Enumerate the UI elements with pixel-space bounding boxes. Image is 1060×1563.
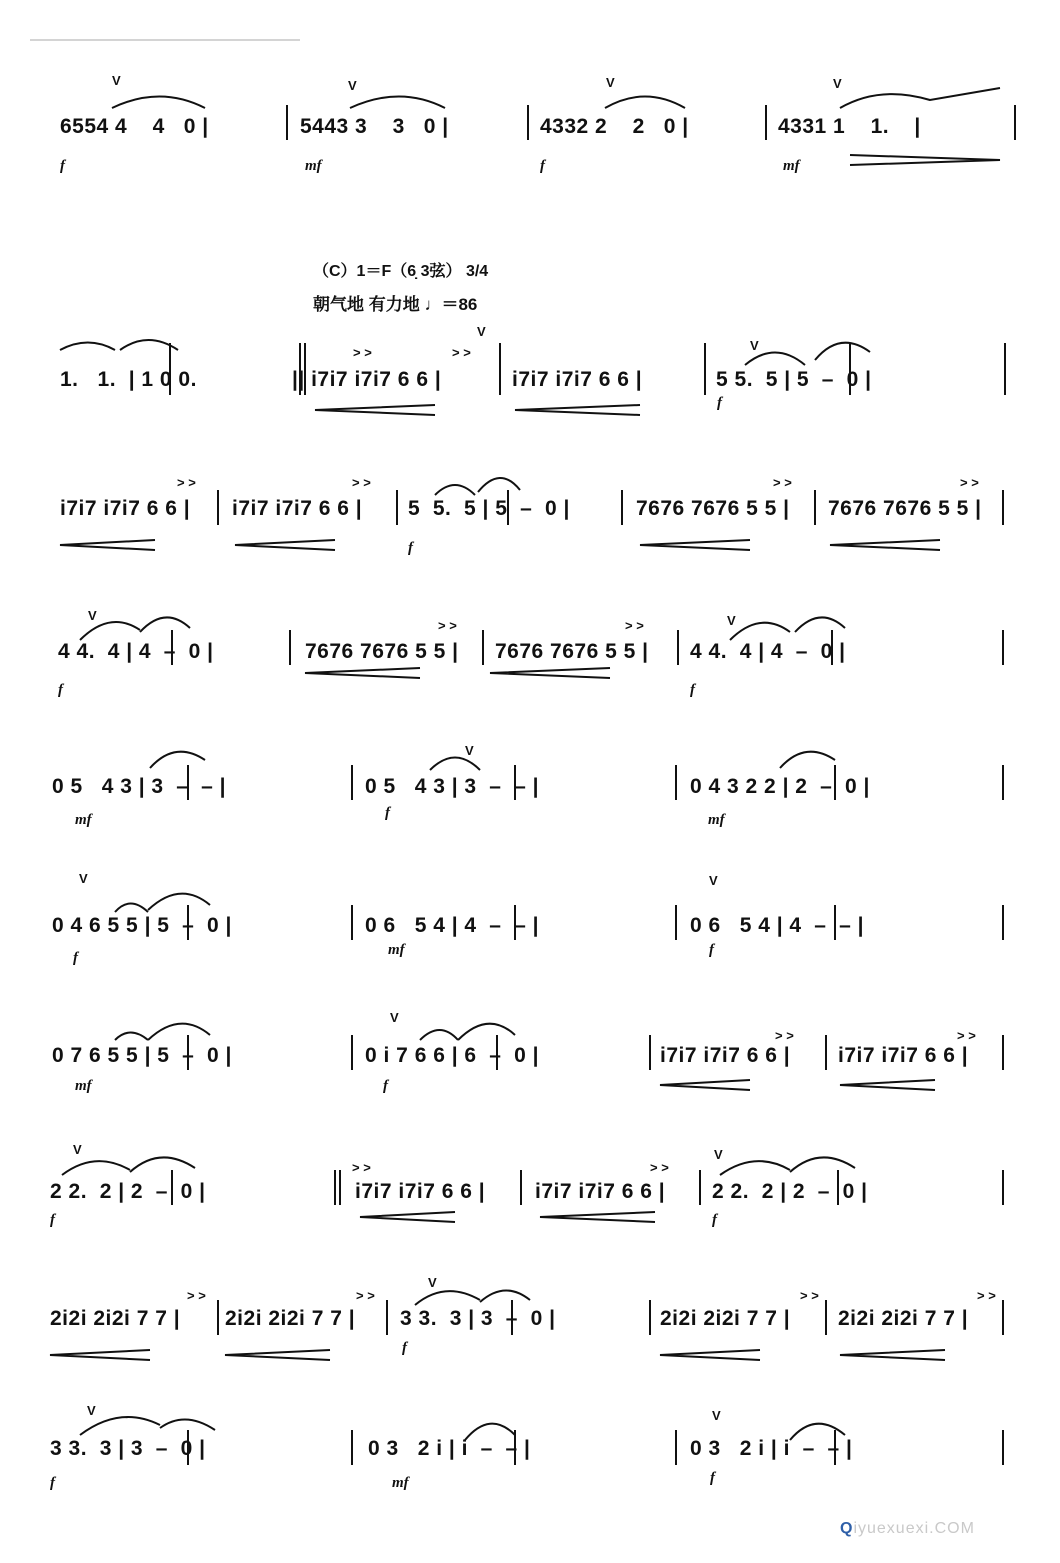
dynamic-mark: f [50,1475,55,1491]
svg-text:V: V [606,75,615,90]
dynamic-mark: f [58,682,63,698]
system-10-segment-2: 0 3 2 i | i – – | [368,1437,531,1460]
system-7-segment-3: i7i7 i7i7 6 6 | [660,1044,791,1067]
dynamic-mark: f [712,1212,717,1228]
system-3-segment-2: i7i7 i7i7 6 6 | [232,497,363,520]
svg-text:> >: > > [775,1028,794,1043]
svg-text:V: V [428,1275,437,1290]
svg-text:> >: > > [957,1028,976,1043]
svg-text:> >: > > [438,618,457,633]
dynamic-mark: mf [75,1078,92,1094]
dynamic-mark: mf [305,158,322,174]
key-signature [313,258,488,281]
watermark-initial: Q [840,1520,854,1537]
system-6-segment-1: 0 4 6 5 5 | 5 – 0 | [52,914,232,937]
svg-text:V: V [88,608,97,623]
system-7-segment-1: 0 7 6 5 5 | 5 – 0 | [52,1044,232,1067]
dynamic-mark: f [710,1470,715,1486]
svg-text:> >: > > [800,1288,819,1303]
system-10-segment-3: 0 3 2 i | i – – | [690,1437,853,1460]
system-4-segment-1: 4 4. 4 | 4 – 0 | [58,640,214,663]
svg-text:V: V [712,1408,721,1423]
system-2-segment-1: 1. 1. | 1 0 0. [60,368,197,391]
svg-text:> >: > > [187,1288,206,1303]
svg-text:> >: > > [177,475,196,490]
dynamic-mark: f [690,682,695,698]
system-7-segment-4: i7i7 i7i7 6 6 | [838,1044,969,1067]
system-8-segment-2: i7i7 i7i7 6 6 | [355,1180,486,1203]
svg-text:V: V [390,1010,399,1025]
system-1-measure-3: 4332 2 2 0 | [540,115,689,138]
svg-text:V: V [709,873,718,888]
system-8-segment-4: 2 2. 2 | 2 – 0 | [712,1180,868,1203]
system-6-segment-3: 0 6 5 4 | 4 – – | [690,914,865,937]
svg-text:V: V [833,76,842,91]
svg-text:V: V [727,613,736,628]
dynamic-mark: f [383,1078,388,1094]
dynamic-mark: mf [392,1475,409,1491]
dynamic-mark: mf [75,812,92,828]
dynamic-mark: f [60,158,65,174]
system-3-segment-4: 7676 7676 5 5 | [636,497,790,520]
svg-text:> >: > > [977,1288,996,1303]
system-3-segment-1: i7i7 i7i7 6 6 | [60,497,191,520]
site-watermark [840,1520,975,1538]
svg-text:> >: > > [353,345,372,360]
system-7-segment-2: 0 i 7 6 6 | 6 – 0 | [365,1044,540,1067]
system-2-segment-2: || i7i7 i7i7 6 6 | [292,368,442,391]
svg-text:V: V [714,1147,723,1162]
dynamic-mark: f [402,1340,407,1356]
svg-text:V: V [348,78,357,93]
system-9-segment-3: 3 3. 3 | 3 – 0 | [400,1307,556,1330]
system-9-segment-2: 2i2i 2i2i 7 7 | [225,1307,356,1330]
svg-text:V: V [477,324,486,339]
system-4-segment-2: 7676 7676 5 5 | [305,640,459,663]
system-3-segment-3: 5 5. 5 | 5 – 0 | [408,497,570,520]
dynamic-mark: f [540,158,545,174]
watermark-text: iyuexuexi.COM [853,1520,975,1537]
system-1-measure-4: 4331 1 1. | [778,115,921,138]
system-9-segment-1: 2i2i 2i2i 7 7 | [50,1307,181,1330]
svg-text:V: V [750,338,759,353]
system-1-measure-1: 6554 4 4 0 | [60,115,209,138]
system-2-segment-4: 5 5. 5 | 5 – 0 | [716,368,872,391]
svg-text:> >: > > [960,475,979,490]
system-9-segment-5: 2i2i 2i2i 7 7 | [838,1307,969,1330]
svg-text:> >: > > [773,475,792,490]
system-8-segment-3: i7i7 i7i7 6 6 | [535,1180,666,1203]
dynamic-mark: f [709,942,714,958]
dynamic-mark: f [50,1212,55,1228]
dynamic-mark: mf [388,942,405,958]
svg-text:> >: > > [356,1288,375,1303]
system-1-measure-2: 5443 3 3 0 | [300,115,449,138]
system-8-segment-1: 2 2. 2 | 2 – 0 | [50,1180,206,1203]
svg-text:> >: > > [625,618,644,633]
svg-text:> >: > > [650,1160,669,1175]
system-2-segment-3: i7i7 i7i7 6 6 | [512,368,643,391]
system-6-segment-2: 0 6 5 4 | 4 – – | [365,914,540,937]
system-3-segment-5: 7676 7676 5 5 | [828,497,982,520]
dynamic-mark: f [73,950,78,966]
svg-text:V: V [73,1142,82,1157]
tempo-value: ♩＝86 [424,295,478,314]
system-4-segment-4: 4 4. 4 | 4 – 0 | [690,640,846,663]
dynamic-mark: f [385,805,390,821]
dynamic-mark: f [717,395,722,411]
dynamic-mark: mf [708,812,725,828]
svg-text:> >: > > [352,1160,371,1175]
system-10-segment-1: 3 3. 3 | 3 – 0 | [50,1437,206,1460]
tempo-marking [313,290,477,315]
svg-text:V: V [465,743,474,758]
dynamic-mark: f [408,540,413,556]
expression-text: 朝气地 有力地 [313,295,420,314]
system-5-segment-1: 0 5 4 3 | 3 – – | [52,775,227,798]
svg-text:V: V [87,1403,96,1418]
system-5-segment-2: 0 5 4 3 | 3 – – | [365,775,540,798]
system-9-segment-4: 2i2i 2i2i 7 7 | [660,1307,791,1330]
system-4-segment-3: 7676 7676 5 5 | [495,640,649,663]
svg-text:> >: > > [452,345,471,360]
svg-text:> >: > > [352,475,371,490]
dynamic-mark: mf [783,158,800,174]
system-5-segment-3: 0 4 3 2 2 | 2 – 0 | [690,775,870,798]
svg-text:V: V [112,73,121,88]
key-signature-text: （C）1＝F（6̣ 3弦） [313,263,462,280]
svg-text:V: V [79,871,88,886]
time-signature: 3/4 [465,263,489,280]
